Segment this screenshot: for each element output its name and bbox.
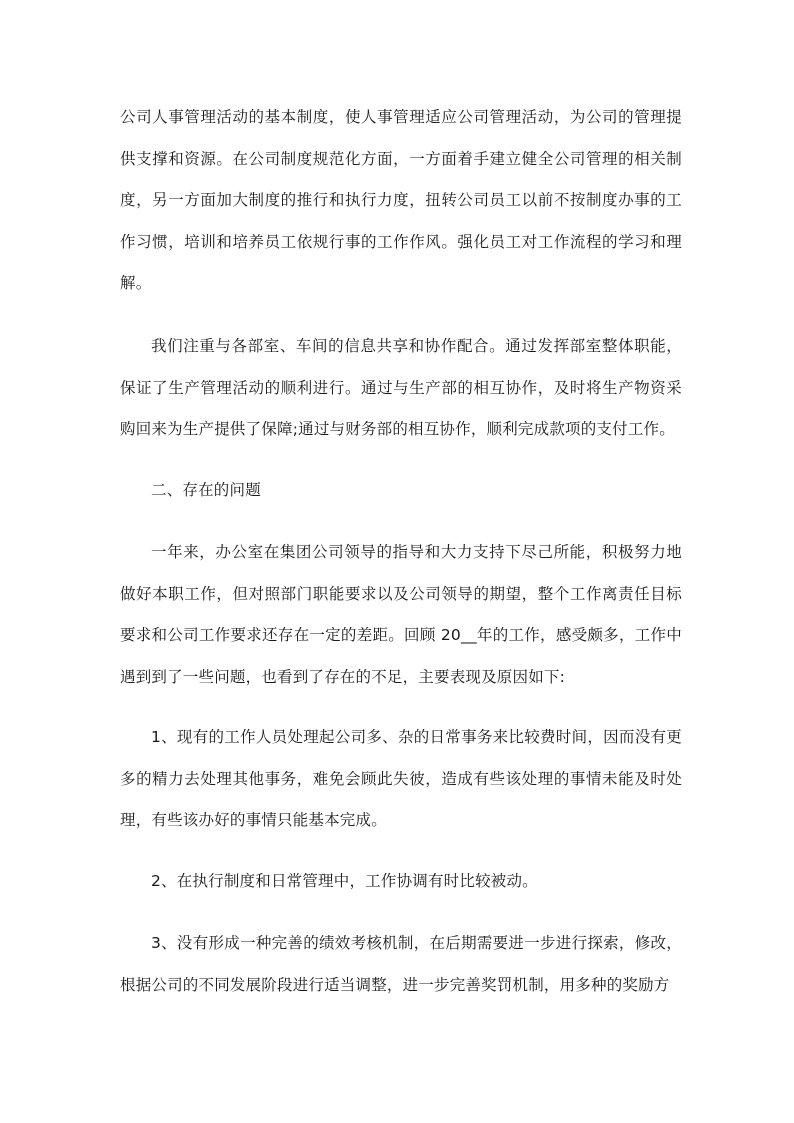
section-heading-problems: 二、存在的问题 xyxy=(151,481,261,499)
paragraph-hr-system: 公司人事管理活动的基本制度，使人事管理适应公司管理活动，为公司的管理提供支撑和资源。在公司制度规范化方面，一方面着手建立健全公司管理的相关制度，另一方面加大制度的推行和执行力度，扭转公司员工以前不按制度办事的工作习惯，培训和培养员工依规行事的工作作风。强化员工对工作流程的学习和理解。 xyxy=(120,108,682,292)
list-item-2: 2、在执行制度和日常管理中，工作协调有时比较被动。 xyxy=(151,872,538,890)
list-item-1: 1、现有的工作人员处理起公司多、杂的日常事务来比较费时间，因而没有更多的精力去处理其他事务，难免会顾此失彼，造成有些该处理的事情未能及时处理，有些该办好的事情只能基本完成。 xyxy=(120,728,682,829)
paragraph-year-review: 一年来，办公室在集团公司领导的指导和大力支持下尽己所能，积极努力地做好本职工作，但对照部门职能要求以及公司领导的期望，整个工作离责任目标要求和公司工作要求还存在一定的差距。回顾 20__年的工作，感受颇多，工作中遇到到了一些问题，也看到了存在的不足，主要表现及原因如下: xyxy=(120,543,682,686)
paragraph-collaboration: 我们注重与各部室、车间的信息共享和协作配合。通过发挥部室整体职能，保证了生产管理活动的顺利进行。通过与生产部的相互协作，及时将生产物资采购回来为生产提供了保障;通过与财务部的相互协作，顺利完成款项的支付工作。 xyxy=(120,337,682,438)
list-item-3: 3、没有形成一种完善的绩效考核机制，在后期需要进一步进行探索，修改，根据公司的不同发展阶段进行适当调整，进一步完善奖罚机制，用多种的奖励方 xyxy=(120,934,682,994)
